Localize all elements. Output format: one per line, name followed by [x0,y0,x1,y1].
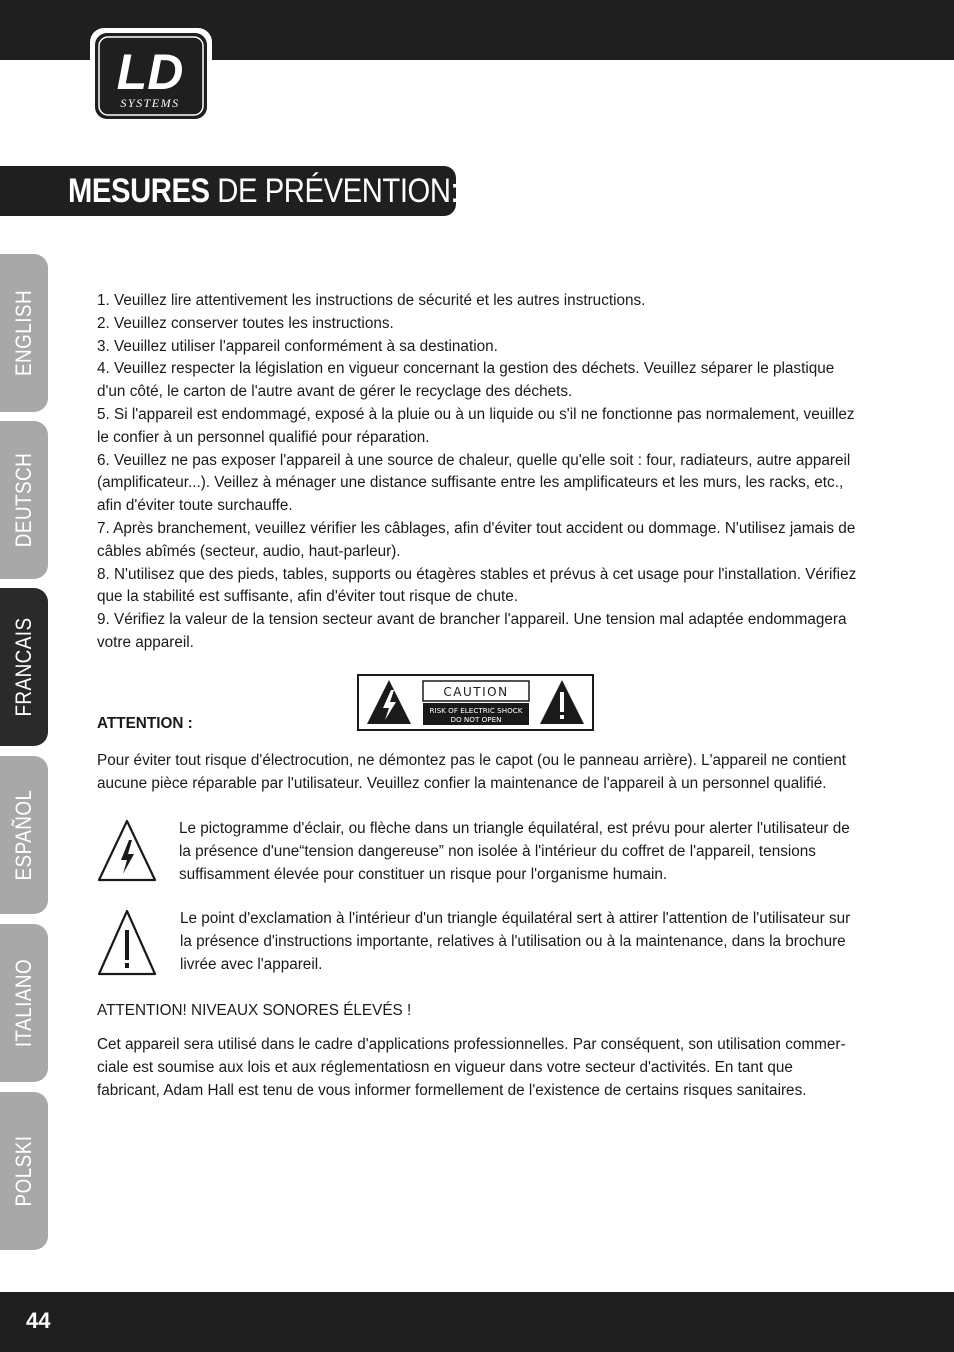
lightning-notice-text: Le pictogramme d'éclair, ou flèche dans un triangle équilatéral, est prévu pour alerter l'utilisateur de la présence d'une“tension dangereuse” non isolée à l'intérieur du coffret de l'appareil, tensions suffisamment élevée pour constituer un risque pour l'organisme humain. [179,820,850,883]
section-title-bar [0,166,459,216]
attention-paragraph: Pour éviter tout risque d'électrocution, ne démontez pas le capot (ou le panneau arrière). L'appareil ne contient aucune pièce réparable par l'utilisateur. Veuillez confier la maintenance de l'appareil à un personnel qualifié. [97,752,847,792]
lightning-triangle-icon [367,680,411,724]
tab-polski[interactable]: POLSKI [0,1092,48,1250]
footer-bar [0,1292,954,1352]
instruction-item: 4. Veuillez respecter la législation en vigueur concernant la gestion des déchets. Veuillez séparer le plastique d'un côté, le carton de l'autre avant de gérer le recyclage des déchets. [97,360,835,401]
instruction-item: 3. Veuillez utiliser l'appareil conformément à sa destination. [97,337,498,355]
caution-line-1: RISK OF ELECTRIC SHOCK [429,706,523,715]
attention-label: ATTENTION : [97,715,193,732]
tab-deutsch[interactable]: DEUTSCH [0,421,48,579]
caution-row [97,674,859,734]
instruction-item: 6. Veuillez ne pas exposer l'appareil à une source de chaleur, quelle qu'elle soit : four, radiateurs, autre appareil (amplificateur...). Veillez à ménager une distance suffisante entre les amplificateurs et les murs, les racks, etc., afin d'éviter toute surchauffe. [97,451,851,515]
instruction-item: 5. Si l'appareil est endommagé, exposé à la pluie ou à un liquide ou s'il ne fonctionne pas normalement, veuillez le confier à un personnel qualifié pour réparation. [97,405,855,446]
ld-systems-logo [90,28,212,124]
lightning-notice [97,818,859,888]
instruction-item: 7. Après branchement, veuillez vérifier les câblages, afin d'éviter tout accident ou dommage. N'utilisez jamais de câbles abîmés (secteur, audio, haut-parleur). [97,519,856,560]
sound-level-paragraph: Cet appareil sera utilisé dans le cadre d'applications professionnelles. Par conséquent, son utilisation commer-ciale est soumise aux lois et aux réglementatiosn en vigueur dans votre secteur d'activités. En tant que fabricant, Adam Hall est tenu de vous informer formellement de l'existence de certains risques sanitaires. [97,1036,846,1099]
page-title: MESURES DE PRÉVENTION: [68,172,459,210]
exclamation-notice-text: Le point d'exclamation à l'intérieur d'un triangle équilatéral sert à attirer l'attention de l'utilisateur sur la présence d'instructions importante, relatives à l'utilisation ou à la maintenance, dans la brochure livrée avec l'appareil. [180,910,851,973]
instruction-item: 1. Veuillez lire attentivement les instructions de sécurité et les autres instructions. [97,292,646,309]
caution-title: CAUTION [443,685,509,699]
tab-francais[interactable]: FRANCAIS [0,588,48,746]
logo-text: LD [116,44,184,100]
exclamation-triangle-icon [97,908,157,976]
caution-line-2: DO NOT OPEN [450,715,502,724]
tab-italiano[interactable]: ITALIANO [0,924,48,1082]
instruction-item: 8. N'utilisez que des pieds, tables, supports ou étagères stables et prévus à cet usage pour l'installation. Vérifiez que la stabilité est suffisante, afin d'éviter tout risque de chute. [97,565,857,606]
lightning-triangle-icon [97,818,157,882]
instructions-list [97,290,859,655]
caution-label [357,674,594,731]
page-number: 44 [26,1308,51,1333]
instruction-item: 9. Vérifiez la valeur de la tension secteur avant de brancher l'appareil. Une tension mal adaptée endommagera votre appareil. [97,611,847,651]
instruction-item: 2. Veuillez conserver toutes les instructions. [97,314,394,332]
exclamation-notice [97,908,859,978]
tab-espanol[interactable]: ESPAÑOL [0,756,48,914]
logo-subtext: SYSTEMS [120,96,180,110]
sound-level-heading: ATTENTION! NIVEAUX SONORES ÉLEVÉS ! [97,1002,412,1019]
tab-english[interactable]: ENGLISH [0,254,48,412]
exclamation-triangle-icon [540,680,584,724]
